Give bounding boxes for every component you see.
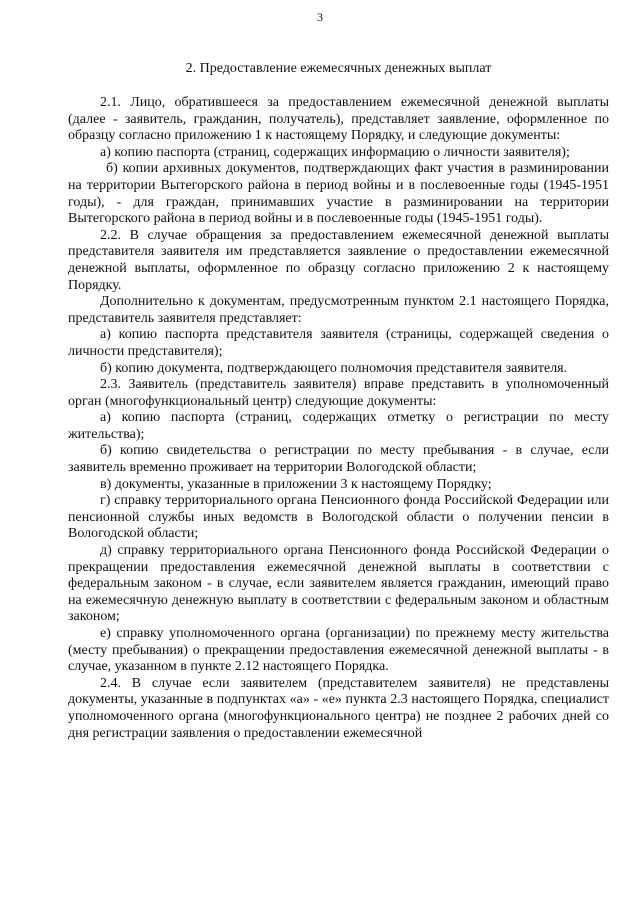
paragraph-2-3: 2.3. Заявитель (представитель заявителя) вправе представить в уполномоченный орган (многофункциональный центр) следующие документы: — [68, 377, 609, 409]
paragraph-2-3-v: в) документы, указанные в приложении 3 к настоящему Порядку; — [100, 476, 492, 492]
paragraph-2-1-a: а) копию паспорта (страниц, содержащих информацию о личности заявителя); — [100, 144, 570, 160]
paragraph-2-2-a: а) копию паспорта представителя заявителя (страницы, содержащей сведения о личности представителя); — [68, 327, 609, 359]
page-number: 3 — [317, 10, 323, 24]
paragraph-2-2-b: б) копию документа, подтверждающего полномочия представителя заявителя. — [100, 360, 568, 376]
paragraph-2-1-b: б) копии архивных документов, подтверждающих факт участия в разминировании на территории Вытегорского района в период войны и в послевоенные годы (1945-1951 годы), - для граждан, принимавших участие в разминировании на территории Вытегорского района в период войны и в послевоенные годы (1945-1951 годы). — [68, 161, 609, 227]
section-heading: 2. Предоставление ежемесячных денежных выплат — [185, 61, 492, 76]
paragraph-2-3-d: д) справку территориального органа Пенсионного фонда Российской Федерации о прекращении предоставления ежемесячной денежной выплаты в соответствии с федеральным законом - в случае, если заявителем является гражданин, имеющий право на ежемесячную денежную выплату в соответствии с федеральным законом и областным законом; — [68, 543, 609, 625]
paragraph-2-3-e: е) справку уполномоченного органа (организации) по прежнему месту жительства (месту пребывания) о прекращении предоставления ежемесячной денежной выплаты - в случае, указанном в пункте 2.12 настоящего Порядка. — [68, 626, 609, 675]
paragraph-2-3-b: б) копию свидетельства о регистрации по месту пребывания - в случае, если заявитель временно проживает на территории Вологодской области; — [68, 443, 609, 476]
paragraph-2-3-a: а) копию паспорта (страниц, содержащих отметку о регистрации по месту жительства); — [68, 410, 609, 442]
paragraph-2-1: 2.1. Лицо, обратившееся за предоставлением ежемесячной денежной выплаты (далее - заявитель, гражданин, получатель), представляет заявление, оформленное по образцу согласно приложению 1 к настоящему Порядку, и следующие документы: — [68, 95, 609, 144]
paragraph-2-3-g: г) справку территориального органа Пенсионного фонда Российской Федерации или пенсионной службы иных ведомств в Вологодской области о получении пенсии в Вологодской области; — [68, 493, 609, 542]
paragraph-2-4: 2.4. В случае если заявителем (представителем заявителя) не представлены документы, указанные в подпунктах «а» - «е» пункта 2.3 настоящего Порядка, специалист уполномоченного органа (многофункционального центра) не позднее 2 рабочих дней со дня регистрации заявления о предоставлении ежемесячной — [68, 675, 609, 741]
paragraph-2-2: 2.2. В случае обращения за предоставлением ежемесячной денежной выплаты представителя заявителя им представляется заявление о предоставлении ежемесячной денежной выплаты, оформленное по образцу согласно приложению 2 к настоящему Порядку. — [68, 227, 609, 293]
paragraph-2-2-additional: Дополнительно к документам, предусмотренным пунктом 2.1 настоящего Порядка, представитель заявителя представляет: — [68, 294, 609, 326]
document-body — [68, 60, 609, 742]
